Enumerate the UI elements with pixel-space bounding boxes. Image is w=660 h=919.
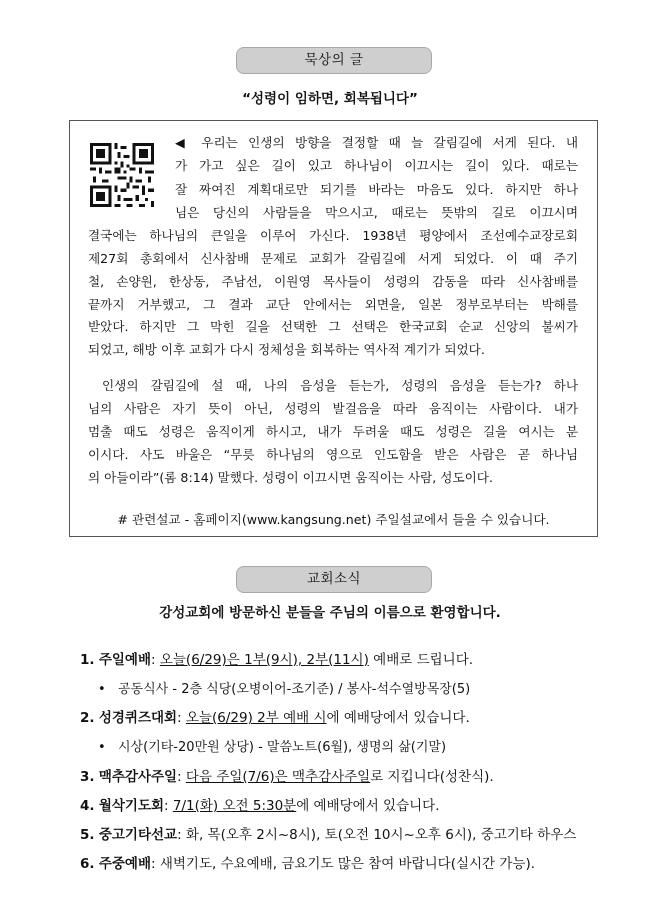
news-header: 교회소식 bbox=[236, 566, 432, 593]
item-title: 맥추감사주일 bbox=[98, 769, 178, 785]
item-sep: : bbox=[177, 769, 186, 785]
item-title: 중고기타선교 bbox=[98, 827, 178, 843]
item-highlight: 다음 주일(7/6)은 맥추감사주일 bbox=[185, 769, 371, 785]
news-item-prayer bbox=[80, 794, 440, 814]
news-item-thanksgiving bbox=[80, 765, 494, 785]
meditation-line: 받았다. 하지만 그 막힌 길을 선택한 그 선택은 한국교회 순교 신앙의 불씨가 bbox=[88, 319, 578, 334]
news-subitem-prize bbox=[98, 736, 446, 755]
news-subitem-meal bbox=[98, 678, 470, 697]
item-text: 에 예배당에서 있습니다. bbox=[326, 710, 470, 726]
meditation-line: ◀ 우리는 인생의 방향을 결정할 때 늘 갈림길에 서게 된다. 내 bbox=[175, 135, 578, 150]
news-item-worship bbox=[80, 648, 473, 668]
meditation-line: 되었고, 해방 이후 교회가 다시 정체성을 회복하는 역사적 계기가 되었다. bbox=[88, 342, 485, 357]
item-title: 주일예배 bbox=[98, 652, 151, 668]
meditation-line: 의 아들이라”(롬 8:14) 말했다. 성령이 이끄시면 움직이는 사람, 성도이다. bbox=[88, 470, 493, 485]
bullet-icon: • bbox=[98, 740, 106, 755]
item-number: 2. bbox=[80, 710, 95, 726]
item-number: 5. bbox=[80, 827, 95, 843]
item-highlight: 오늘(6/29)은 1부(9시), 2부(11시) bbox=[159, 652, 369, 668]
item-title: 주중예배 bbox=[98, 856, 151, 872]
news-item-quiz bbox=[80, 706, 470, 726]
item-highlight: 오늘(6/29) 2부 예배 시 bbox=[185, 710, 327, 726]
meditation-line: 결국에는 하나님의 큰일을 이루어 가신다. 1938년 평양에서 조선예수교장로회 bbox=[88, 228, 578, 243]
meditation-line: 철, 손양원, 한상동, 주남선, 이원영 목사들이 성령의 감동을 따라 신사참배를 bbox=[88, 274, 578, 289]
welcome-text: 강성교회에 방문하신 분들을 주님의 이름으로 환영합니다. bbox=[159, 605, 501, 621]
item-sep: : bbox=[151, 856, 160, 872]
meditation-line: 멈출 때도 성령은 움직이게 하시고, 내가 두려울 때도 성령은 길을 여시는 분 bbox=[88, 424, 578, 439]
meditation-line: 이시다. 사도 바울은 “무릇 하나님의 영으로 인도함을 받은 사람은 곧 하나님 bbox=[88, 447, 578, 462]
subitem-text: 시상(기타-20만원 상당) - 말씀노트(6월), 생명의 삶(기말) bbox=[118, 740, 447, 755]
item-number: 6. bbox=[80, 856, 95, 872]
meditation-line: 제27회 총회에서 신사참배 문제로 교회가 갈림길에 서게 되었다. 이 때 주기 bbox=[88, 251, 578, 266]
meditation-header: 묵상의 글 bbox=[236, 47, 432, 74]
item-sep: : bbox=[164, 798, 173, 814]
item-highlight: 7/1(화) 오전 5:30분 bbox=[172, 798, 297, 814]
item-text: 예배로 드립니다. bbox=[368, 652, 474, 668]
qr-code-icon[interactable] bbox=[90, 143, 154, 207]
item-title: 성경퀴즈대회 bbox=[98, 710, 178, 726]
meditation-line: 님의 사람은 자기 뜻이 아닌, 성령의 발걸음을 따라 움직이는 사람이다. 내가 bbox=[88, 401, 578, 416]
bullet-icon: • bbox=[98, 682, 106, 697]
item-text: 로 지킵니다(성찬식). bbox=[370, 769, 494, 785]
item-sep: : bbox=[177, 827, 186, 843]
subitem-text: 공동식사 - 2층 식당(오병이어-조기준) / 봉사-석수열방목장(5) bbox=[118, 682, 471, 697]
meditation-title: “성령이 임하면, 회복됩니다” bbox=[242, 91, 418, 107]
item-number: 1. bbox=[80, 652, 95, 668]
sermon-note: # 관련설교 - 홈페이지(www.kangsung.net) 주일설교에서 들을 수 있습니다. bbox=[117, 512, 550, 527]
item-title: 월삭기도회 bbox=[98, 798, 165, 814]
item-number: 3. bbox=[80, 769, 95, 785]
meditation-line: 끝까지 거부했고, 그 결과 교단 안에서는 외면을, 일본 정부로부터는 박해를 bbox=[88, 297, 578, 312]
news-item-weekday bbox=[80, 852, 535, 872]
meditation-line: 님은 당신의 사람들을 막으시고, 때로는 뜻밖의 길로 이끄시며 bbox=[175, 205, 578, 220]
meditation-line: 가 가고 싶은 길이 있고 하나님이 이끄시는 길이 있다. 때로는 bbox=[175, 158, 578, 173]
item-text: 새벽기도, 수요예배, 금요기도 많은 참여 바랍니다(실시간 가능). bbox=[159, 856, 536, 872]
news-item-guitar bbox=[80, 823, 576, 843]
item-sep: : bbox=[177, 710, 186, 726]
item-text: 에 예배당에서 있습니다. bbox=[296, 798, 440, 814]
item-number: 4. bbox=[80, 798, 95, 814]
meditation-line: 인생의 갈림길에 설 때, 나의 음성을 듣는가, 성령의 음성을 듣는가? 하나 bbox=[102, 378, 578, 393]
meditation-line: 잘 짜여진 계획대로만 되기를 바라는 마음도 있다. 하지만 하나 bbox=[175, 182, 578, 197]
item-text: 화, 목(오후 2시~8시), 토(오전 10시~오후 6시), 중고기타 하우스 bbox=[185, 827, 577, 843]
item-sep: : bbox=[151, 652, 160, 668]
